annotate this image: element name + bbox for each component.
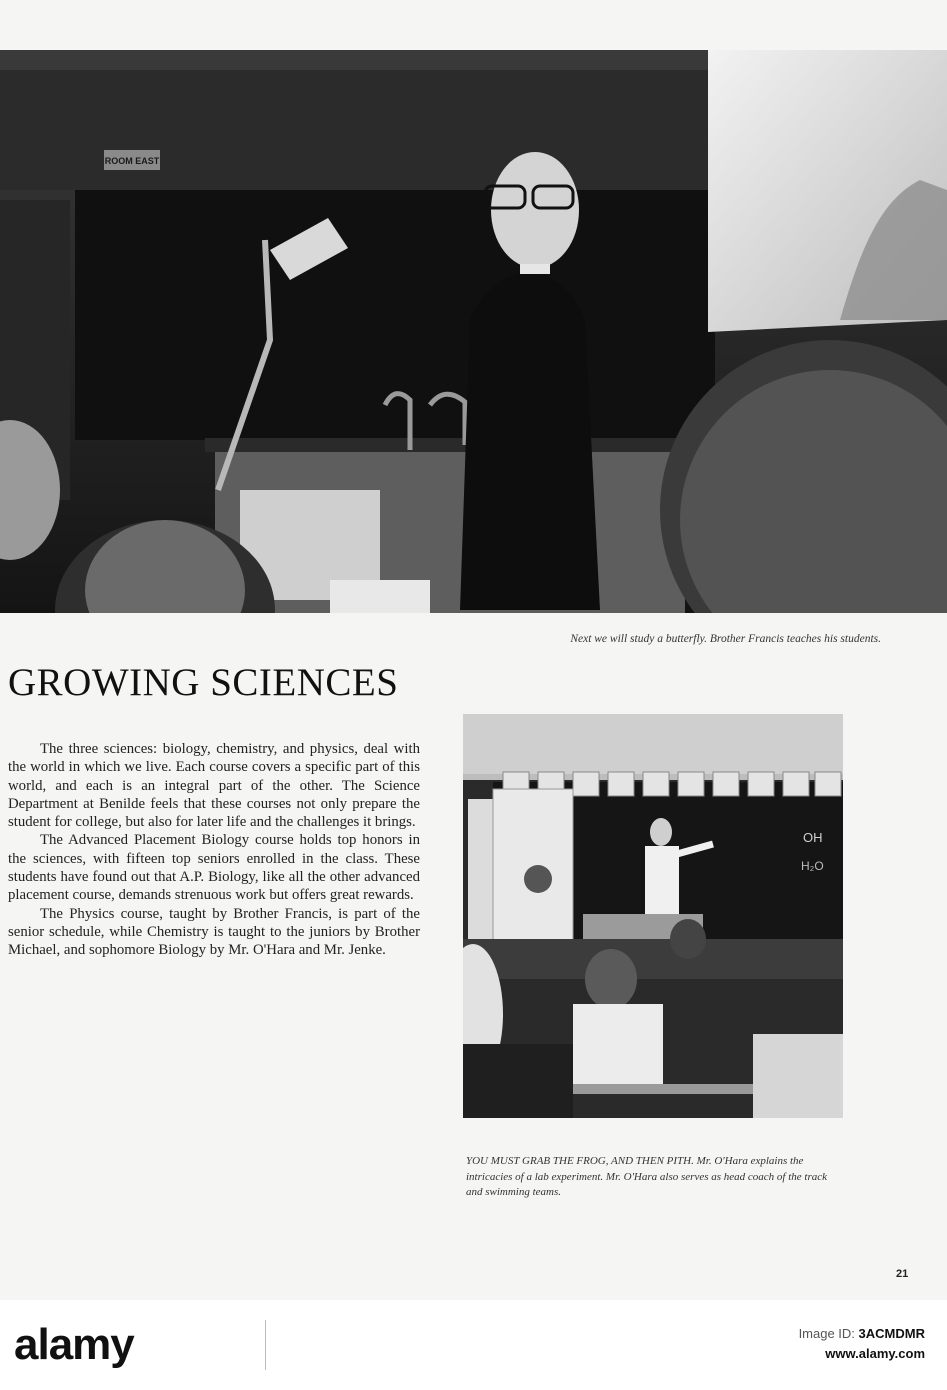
classroom-lecture-photo bbox=[0, 50, 947, 613]
page-title: GROWING SCIENCES bbox=[8, 661, 399, 704]
image-id: 3ACMDMR bbox=[858, 1326, 925, 1341]
stock-watermark-footer bbox=[0, 1300, 947, 1390]
footer-meta bbox=[799, 1324, 925, 1364]
body-paragraph: The Physics course, taught by Brother Francis, is part of the senior schedule, while Chemistry is taught to the juniors by Brother Michael, and sophomore Biology by Mr. O'Hara and Mr. Jenke. bbox=[8, 905, 420, 959]
room-sign: ROOM EAST bbox=[104, 156, 160, 166]
lower-photo-caption: YOU MUST GRAB THE FROG, AND THEN PITH. Mr. O'Hara explains the intricacies of a lab experiment. Mr. O'Hara also serves as head coach of the track and swimming teams. bbox=[466, 1155, 828, 1198]
alamy-logo: alamy bbox=[14, 1320, 134, 1369]
site-url: www.alamy.com bbox=[825, 1346, 925, 1361]
top-photo-caption: Next we will study a butterfly. Brother Francis teaches his students. bbox=[570, 633, 881, 645]
body-paragraph: The Advanced Placement Biology course holds top honors in the sciences, with fifteen top seniors enrolled in the class. These students have found out that A.P. Biology, like all the other advanced placement course, demands strenuous work but offers great rewards. bbox=[8, 832, 420, 904]
page-number: 21 bbox=[896, 1268, 909, 1280]
footer-divider bbox=[265, 1320, 266, 1370]
biology-class-photo bbox=[463, 714, 843, 1118]
article-body bbox=[8, 740, 420, 960]
image-id-label: Image ID: bbox=[798, 1326, 855, 1341]
board-formula-water: H₂O bbox=[801, 859, 824, 873]
body-paragraph: The three sciences: biology, chemistry, and physics, deal with the world in which we live. Each course covers a specific part of this world, and each is an integral part of the other. The Science Department at Benilde feels that these courses not only prepare the student for college, but also for later life and the challenges it brings. bbox=[8, 741, 420, 831]
board-formula-oh: OH bbox=[803, 830, 823, 845]
